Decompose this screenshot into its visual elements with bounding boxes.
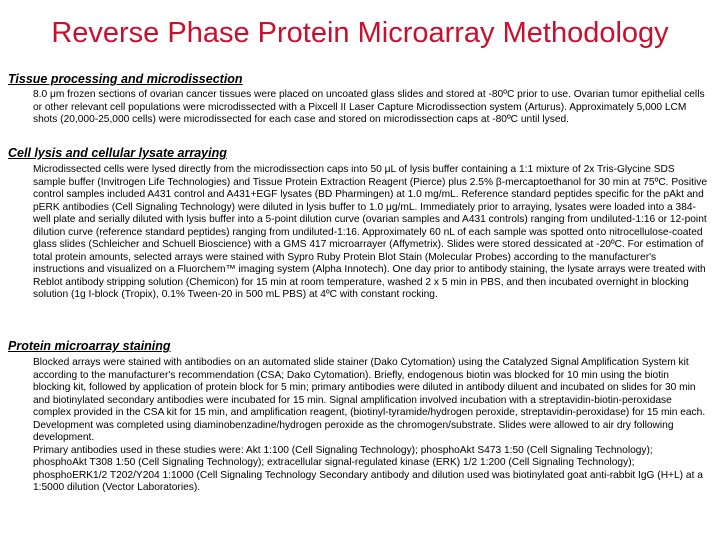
paragraph: Microdissected cells were lysed directly from the microdissection caps into 50 μL of lysis buffer containing a 1:1 mixture of 2x Tris-Glycine SDS sample buffer (Invitrogen Life Technologies) and Tissue Protein Extraction Reagent (Pierce) plus 2.5% β-mercaptoethanol for 30 min at 75ºC. Positive control samples included A431 control and A431+EGF lysates (BD Pharmingen) at 1.0 mg/mL. Reference standard peptides specific for the pAkt and pERK antibodies (Cell Signaling Technology) were diluted in lysis buffer to 1.0 μg/mL. Immediately prior to arraying, lysates were loaded into a 384-well plate and serially diluted with lysis buffer into a 5-point dilution curve (ovarian samples and A431 controls) ranging from undiluted-1:16 or 12-point dilution curve (reference standard peptides) ranging from undiluted-1:16. Approximately 60 nL of each sample was spotted onto nitrocellulose-coated glass slides (Schleicher and Schuell Bioscience) with a GMS 417 microarrayer (Affymetrix). Slides were stored dessicated at -20ºC. For estimation of total protein amounts, selected arrays were stained with Sypro Ruby Protein Blot Stain (Molecular Probes) according to the manufacturer's instructions and visualized on a Fluorchem™ imaging system (Alpha Innotech). One day prior to antibody staining, the lysate arrays were treated with Reblot antibody stripping solution (Chemicon) for 15 min at room temperature, washed 2 x 5 min in PBS, and then incubated overnight in blocking solution (1g I-block (Tropix), 0.1% Tween-20 in 500 mL PBS) at 4ºC with constant rocking. <box>33 164 708 300</box>
section-body-tissue-processing <box>33 89 708 127</box>
paragraph: Blocked arrays were stained with antibodies on an automated slide stainer (Dako Cytomation) using the Catalyzed Signal Amplification System kit according to the manufacturer's recommendation (CSA; Dako Cytomation). Briefly, endogenous biotin was blocked for 10 min using the biotin blocking kit, followed by application of protein block for 5 min; primary antibodies were diluted in antibody diluent and incubated on slides for 30 min and biotinylated secondary antibodies were incubated for 15 min. Signal amplification involved incubation with a streptavidin-biotin-peroxidase complex provided in the CSA kit for 15 min, and amplification reagent, (biotinyl-tyramide/hydrogen peroxide, streptavidin-peroxidase) for 15 min each. Development was completed using diaminobenzadine/hydrogen peroxide as the chromogen/substrate. Slides were allowed to air dry following development. <box>33 357 706 443</box>
section-body-microarray-staining <box>33 357 708 495</box>
section-body-cell-lysis <box>33 164 708 302</box>
paragraph: 8.0 μm frozen sections of ovarian cancer tissues were placed on uncoated glass slides and stored at -80ºC prior to use. Ovarian tumor epithelial cells or other relevant cell populations were microdissected with a Pixcell II Laser Capture Microdissection system (Arturus). Approximately 5,000 LCM shots (20,000-25,000 cells) were microdissected for each case and stored on microdissection caps at -80ºC until lysed. <box>33 89 705 125</box>
paragraph: Primary antibodies used in these studies were: Akt 1:100 (Cell Signaling Technology); phosphoAkt S473 1:50 (Cell Signaling Technology); phosphoAkt T308 1:50 (Cell Signaling Technology); extracellular signal-regulated kinase (ERK) 1/2 1:200 (Cell Signaling Technology); phosphoERK1/2 T202/Y204 1:1000 (Cell Signaling Technology Secondary antibody and dilution used was biotinylated goat anti-rabbit IgG (H+L) at a 1:5000 dilution (Vector Laboratories). <box>33 444 703 493</box>
section-heading-microarray-staining: Protein microarray staining <box>8 339 171 353</box>
slide-title: Reverse Phase Protein Microarray Methodology <box>51 17 669 49</box>
section-heading-cell-lysis: Cell lysis and cellular lysate arraying <box>8 146 227 160</box>
section-heading-tissue-processing: Tissue processing and microdissection <box>8 72 243 86</box>
